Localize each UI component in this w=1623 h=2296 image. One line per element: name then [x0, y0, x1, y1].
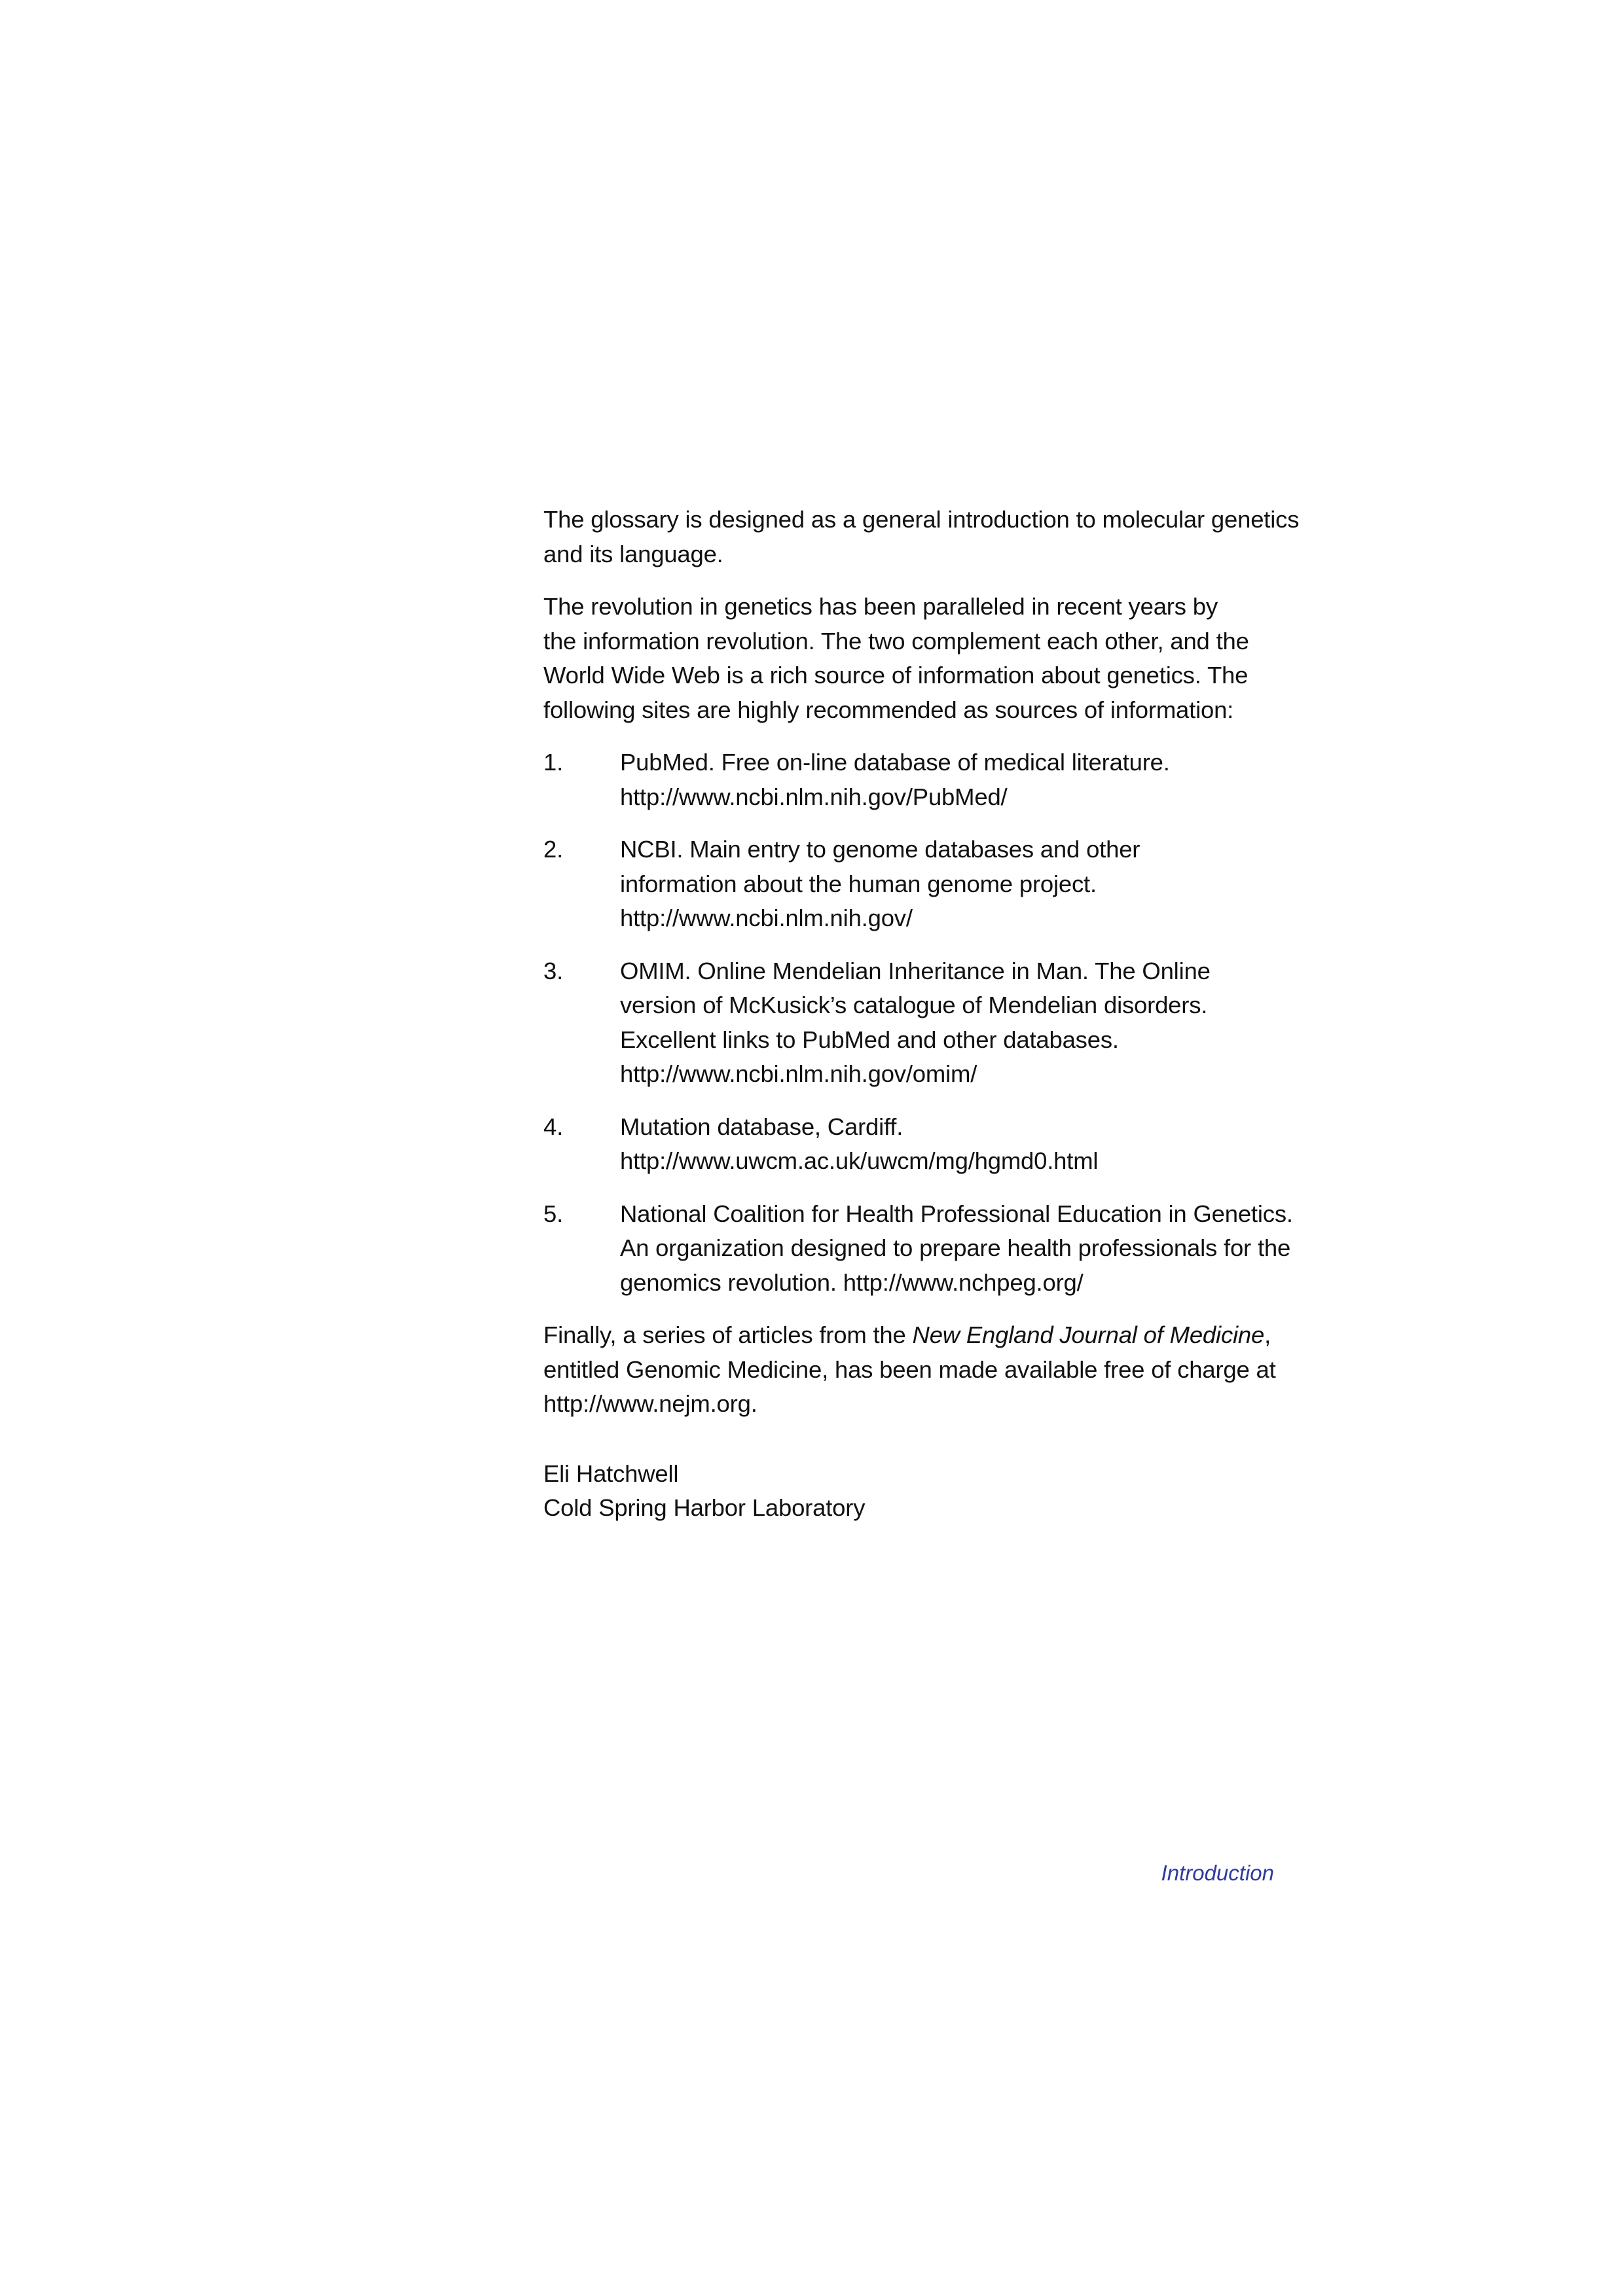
- list-item-omim: [543, 954, 1316, 1092]
- text-line: An organization designed to prepare health professionals for the: [620, 1234, 1291, 1261]
- list-item-number: 4.: [543, 1113, 564, 1140]
- text-line: Excellent links to PubMed and other databases.: [620, 1026, 1119, 1053]
- list-item-nchpeg: [543, 1197, 1316, 1300]
- text-line: following sites are highly recommended as sources of information:: [543, 696, 1234, 723]
- author-name: Eli Hatchwell: [543, 1460, 679, 1487]
- text-line: version of McKusick’s catalogue of Mendelian disorders.: [620, 992, 1208, 1018]
- text-line: World Wide Web is a rich source of information about genetics. The: [543, 662, 1249, 689]
- closing-paragraph: [543, 1318, 1316, 1422]
- text-line: NCBI. Main entry to genome databases and other: [620, 836, 1140, 863]
- text-line: The revolution in genetics has been paralleled in recent years by: [543, 593, 1218, 620]
- list-item-body: [620, 954, 1316, 1092]
- text-line: entitled Genomic Medicine, has been made available free of charge at: [543, 1355, 1276, 1383]
- text-line: National Coalition for Health Professional Education in Genetics.: [620, 1200, 1293, 1227]
- recommended-sites-list: [543, 745, 1316, 1300]
- text-line: genomics revolution. http://www.nchpeg.org/: [620, 1268, 1084, 1296]
- running-footer-section-title: Introduction: [1161, 1861, 1274, 1885]
- journal-title: New England Journal of Medicine: [912, 1321, 1265, 1348]
- closing-suffix: ,: [1264, 1321, 1271, 1348]
- page-body: [543, 503, 1316, 1526]
- text-line: [543, 1318, 1316, 1353]
- text-line: and its language.: [543, 540, 723, 567]
- signature-block: [543, 1457, 1316, 1526]
- list-item-mutation-database: [543, 1110, 1316, 1179]
- list-item-body: [620, 1110, 1316, 1179]
- author-affiliation: Cold Spring Harbor Laboratory: [543, 1494, 866, 1521]
- url-text: http://www.uwcm.ac.uk/uwcm/mg/hgmd0.html: [620, 1147, 1099, 1174]
- text-line: The glossary is designed as a general introduction to molecular genetics: [543, 506, 1300, 533]
- list-item-ncbi: [543, 833, 1316, 936]
- url-text: http://www.ncbi.nlm.nih.gov/omim/: [620, 1060, 977, 1087]
- text-line: Mutation database, Cardiff.: [620, 1113, 903, 1140]
- list-item-body: [620, 745, 1316, 814]
- list-item-pubmed: [543, 745, 1316, 814]
- text-line: OMIM. Online Mendelian Inheritance in Man. The Online: [620, 957, 1211, 984]
- url-text: http://www.ncbi.nlm.nih.gov/PubMed/: [620, 783, 1008, 810]
- list-item-number: 5.: [543, 1200, 564, 1227]
- url-text: http://www.ncbi.nlm.nih.gov/: [620, 905, 913, 931]
- list-item-number: 1.: [543, 749, 564, 776]
- list-item-number: 3.: [543, 957, 564, 984]
- list-item-body: [620, 1197, 1316, 1300]
- intro-paragraph-2: [543, 590, 1316, 727]
- text-line: PubMed. Free on-line database of medical literature.: [620, 749, 1170, 776]
- closing-prefix: Finally, a series of articles from the: [543, 1321, 913, 1348]
- intro-paragraph-1: [543, 503, 1316, 571]
- text-line: information about the human genome project.: [620, 870, 1097, 897]
- url-text: http://www.nejm.org.: [543, 1390, 757, 1417]
- text-line: the information revolution. The two complement each other, and the: [543, 627, 1249, 655]
- list-item-number: 2.: [543, 836, 564, 863]
- list-item-body: [620, 833, 1316, 936]
